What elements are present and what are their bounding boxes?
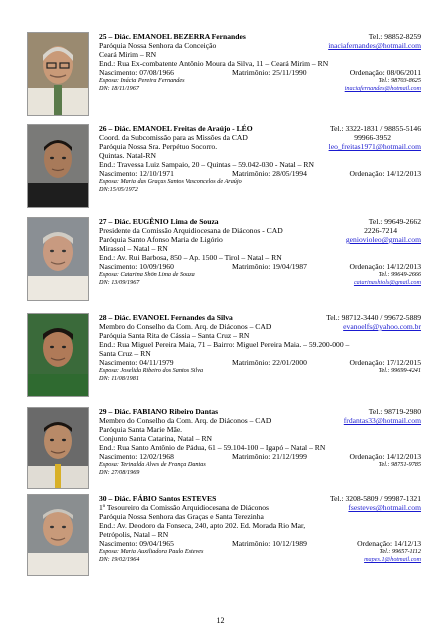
parish: Paróquia Santa Rita de Cássia – Santa Cruz – RN bbox=[99, 331, 250, 340]
ordination-date: Ordenação: 08/06/2011 bbox=[349, 68, 421, 77]
portrait-photo bbox=[27, 124, 89, 208]
ordination-date: Ordenação: 14/12/2013 bbox=[349, 169, 421, 178]
entry-text bbox=[99, 124, 421, 194]
entry-text bbox=[99, 32, 421, 93]
city: Petrópolis, Natal – RN bbox=[99, 530, 169, 539]
deacon-name: 29 – Diác. FABIANO Ribeiro Dantas bbox=[99, 407, 219, 416]
entry-text bbox=[99, 407, 421, 477]
marriage-date: Matrimônio: 10/12/1989 bbox=[232, 539, 307, 548]
entry-text bbox=[99, 313, 421, 383]
spouse: Esposa: Terinalda Alves de França Dantas bbox=[99, 461, 206, 468]
deacon-name: 30 – Diác. FÁBIO Santos ESTEVES bbox=[99, 494, 217, 503]
spouse: Esposa: Joselida Ribeiro dos Santos Silva bbox=[99, 367, 204, 374]
spouse: Esposa: Catarina Shön Lima de Souza bbox=[99, 271, 195, 278]
portrait-photo bbox=[27, 313, 89, 397]
phone: Tel.: 98852-8259 bbox=[368, 32, 421, 41]
spouse-phone: Tel.: 98703-8625 bbox=[378, 77, 421, 84]
phone-2: 2226-7214 bbox=[364, 226, 397, 235]
role: Membro do Conselho da Com. Arq. de Diáconos – CAD bbox=[99, 322, 272, 331]
spouse: Esposa: Maria Auxiliadora Paulo Esteves bbox=[99, 548, 204, 555]
email-link[interactable]: leo_freitas1971@hotmail.com bbox=[328, 142, 421, 151]
role: Coord. da Subcomissão para as Missões da CAD bbox=[99, 133, 248, 142]
birth-date: Nascimento: 10/09/1960 bbox=[99, 262, 174, 271]
birth-date: Nascimento: 09/04/1965 bbox=[99, 539, 174, 548]
phone: Tel.: 3322-1831 / 98855-5146 bbox=[329, 124, 421, 133]
birth-date: Nascimento: 12/02/1968 bbox=[99, 452, 174, 461]
spouse-birth: DN: 19/02/1964 bbox=[99, 556, 140, 563]
city: Quintas. Natal-RN bbox=[99, 151, 156, 160]
phone: Tel.: 98712-3440 / 99672-5889 bbox=[326, 313, 421, 322]
address: End.: Travessa Luiz Sampaio, 20 – Quintas – 59.042-030 - Natal – RN bbox=[99, 160, 314, 169]
spouse-email-link[interactable]: inaciafernandes@hotmail.com bbox=[344, 85, 421, 92]
deacon-name: 27 – Diác. EUGÊNIO Lima de Souza bbox=[99, 217, 219, 226]
email-link[interactable]: fsesteves@hotmail.com bbox=[348, 503, 421, 512]
deacon-name: 28 – Diác. EVANOEL Fernandes da Silva bbox=[99, 313, 233, 322]
role: 1º Tesoureiro da Comissão Arquidiocesana de Diáconos bbox=[99, 503, 269, 512]
city: Mirassol – Natal – RN bbox=[99, 244, 168, 253]
role: Membro do Conselho da Com. Arq. de Diáconos – CAD bbox=[99, 416, 272, 425]
deacon-name: 26 – Diác. EMANOEL Freitas de Araújo - LÉO bbox=[99, 124, 253, 133]
parish: Paróquia Nossa Senhora da Conceição bbox=[99, 41, 217, 50]
phone-2: 99966-3952 bbox=[354, 133, 391, 142]
birth-date: Nascimento: 07/08/1966 bbox=[99, 68, 174, 77]
address: End.: Rua Santo Antônio de Pádua, 61 – 59.104-100 – Igapó – Natal – RN bbox=[99, 443, 326, 452]
email-link[interactable]: inaciafernandes@hotmail.com bbox=[328, 41, 421, 50]
address: End.: Rua Miguel Pereira Maia, 71 – Bairro: Miguel Pereira Maia. – 59.200-000 – bbox=[99, 340, 350, 349]
portrait-photo bbox=[27, 217, 89, 301]
phone: Tel.: 3208-5809 / 99987-1321 bbox=[329, 494, 421, 503]
email-link[interactable]: geniovioleo@gmail.com bbox=[345, 235, 421, 244]
spouse-email-link[interactable]: mapes.1@hotmail.com bbox=[364, 556, 421, 563]
marriage-date: Matrimônio: 19/04/1987 bbox=[232, 262, 307, 271]
city: Santa Cruz – RN bbox=[99, 349, 151, 358]
entry-text bbox=[99, 217, 421, 287]
marriage-date: Matrimônio: 28/05/1994 bbox=[232, 169, 307, 178]
ordination-date: Ordenação: 14/12/2013 bbox=[349, 452, 421, 461]
spouse: Esposa: Maria das Graças Santos Vasconcelos de Araújo bbox=[99, 178, 242, 185]
email-link[interactable]: frdantas33@hotmail.com bbox=[343, 416, 421, 425]
marriage-date: Matrimônio: 22/01/2000 bbox=[232, 358, 307, 367]
ordination-date: Ordenação: 14/12/2013 bbox=[349, 262, 421, 271]
portrait-photo bbox=[27, 32, 89, 116]
page-number: 12 bbox=[216, 616, 225, 625]
parish: Paróquia Nossa Sra. Perpétuo Socorro. bbox=[99, 142, 218, 151]
spouse: Esposa: Inácia Pereira Fernandes bbox=[99, 77, 185, 84]
spouse-email-link[interactable]: catarinashiols@gmail.com bbox=[353, 279, 421, 286]
portrait-photo bbox=[27, 494, 89, 576]
spouse-birth: DN:15/05/1972 bbox=[99, 186, 138, 193]
entry-text bbox=[99, 494, 421, 564]
spouse-phone: Tel.: 99657-1112 bbox=[379, 548, 421, 555]
spouse-phone: Tel.: 99649-2666 bbox=[378, 271, 421, 278]
birth-date: Nascimento: 04/11/1979 bbox=[99, 358, 174, 367]
spouse-phone: Tel.: 99699-4241 bbox=[378, 367, 421, 374]
ordination-date: Ordenação: 14/12/13 bbox=[357, 539, 421, 548]
parish: Paróquia Santa Marie Mãe. bbox=[99, 425, 183, 434]
address: End.: Av. Rui Barbosa, 850 – Ap. 1500 – Tirol – Natal – RN bbox=[99, 253, 282, 262]
marriage-date: Matrimônio: 21/12/1999 bbox=[232, 452, 307, 461]
spouse-phone: Tel.: 98751-9785 bbox=[378, 461, 421, 468]
parish: Paróquia Santo Afonso Maria de Ligório bbox=[99, 235, 223, 244]
spouse-birth: DN: 18/11/1967 bbox=[99, 85, 139, 92]
birth-date: Nascimento: 12/10/1971 bbox=[99, 169, 174, 178]
role: Presidente da Comissão Arquidiocesana de Diáconos - CAD bbox=[99, 226, 283, 235]
phone: Tel.: 99649-2662 bbox=[368, 217, 421, 226]
spouse-birth: DN: 13/09/1967 bbox=[99, 279, 140, 286]
email-link[interactable]: evanoelfs@yahoo.com.br bbox=[343, 322, 421, 331]
marriage-date: Matrimônio: 25/11/1990 bbox=[232, 68, 307, 77]
address: End.: Av. Deodoro da Fonseca, 240, apto 202. Ed. Morada Rio Mar, bbox=[99, 521, 306, 530]
address: End.: Rua Ex-combatente Antônio Moura da Silva, 11 – Ceará Mirim – RN bbox=[99, 59, 329, 68]
city: Conjunto Santa Catarina, Natal – RN bbox=[99, 434, 213, 443]
spouse-birth: DN: 27/08/1969 bbox=[99, 469, 140, 476]
spouse-birth: DN: 11/08/1981 bbox=[99, 375, 139, 382]
phone: Tel.: 98719-2980 bbox=[368, 407, 421, 416]
portrait-photo bbox=[27, 407, 89, 489]
parish: Paróquia Nossa Senhora das Graças e Santa Terezinha bbox=[99, 512, 264, 521]
city: Ceará Mirim – RN bbox=[99, 50, 157, 59]
deacon-name: 25 – Diác. EMANOEL BEZERRA Fernandes bbox=[99, 32, 246, 41]
ordination-date: Ordenação: 17/12/2015 bbox=[349, 358, 421, 367]
